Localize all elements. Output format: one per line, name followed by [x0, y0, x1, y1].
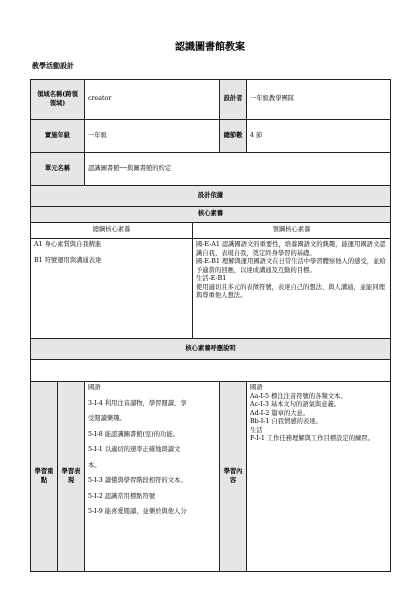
designer-label: 設計者	[220, 80, 247, 120]
performance-item: 本。	[88, 461, 101, 469]
field-item: 使用適切且多元的表徵符號，表達自己的想法、與人溝通，並能同理與尊重他人想法。	[196, 283, 385, 299]
performance-item: 3-I-4 利用注音讀物，學習閱讀，享	[88, 399, 187, 407]
performance-item: 國語	[88, 384, 101, 391]
general-competency-list	[31, 239, 193, 339]
performance-item: 5-I-1 以適切的速率正確地朗讀文	[88, 446, 181, 453]
field-item: 國-E-B1 理解與運用國語文在日常生活中學習體察他人的感受，並給予適當的回應，以達成溝通及互動的目標。	[196, 258, 386, 274]
grade-value: 一年級	[85, 120, 220, 153]
unit-label: 單元名稱	[31, 153, 85, 186]
general-item: B1 符號運用與溝通表達	[34, 256, 102, 264]
content-item: 生活	[250, 426, 263, 434]
design-basis-header: 設計依據	[31, 186, 391, 207]
learning-performance-label: 學習表現	[58, 382, 85, 572]
designer-value: 一年級教學團隊	[247, 80, 391, 120]
domain-label: 領域名稱(跨領領域)	[31, 80, 85, 120]
learning-focus-label: 學習重點	[31, 382, 58, 572]
performance-item: 5-I-9 能喜愛閱讀，並樂於與他人分	[88, 508, 187, 515]
field-competency-list	[193, 239, 391, 339]
content-item: Bb-I-1 自我情感的表達。	[250, 418, 322, 425]
learning-performance-list	[85, 382, 220, 572]
content-item: Ad-I-2 篇章的大意。	[250, 409, 310, 417]
performance-item: 5-I-8 能認識圖書館(室)的功能。	[88, 430, 179, 438]
content-item: Aa-I-5 標注注音符號的各類文本。	[250, 392, 347, 400]
core-competency-header: 核心素養	[31, 207, 391, 223]
unit-value: 認識圖書館──與圖書館的約定	[85, 153, 391, 186]
document-title: 認識圖書館教案	[175, 42, 245, 53]
learning-content-label: 學習內容	[220, 382, 247, 572]
field-item: 生活-E-B1	[196, 275, 227, 282]
general-item: A1 身心素質與自我精進	[34, 241, 102, 248]
performance-item: 5-I-2 認識常用標點符號	[88, 492, 156, 500]
content-item: Ac-I-3 基本文句的語氣與意義。	[250, 401, 341, 408]
sessions-label: 總節數	[220, 120, 247, 153]
performance-item: 5-I-3 讀懂與學習階段相符的文本。	[88, 477, 187, 484]
grade-label: 實施年級	[31, 120, 85, 153]
lesson-plan-table	[30, 79, 391, 572]
content-item: 國語	[250, 384, 263, 391]
field-item: 國-E-A1 認識國語文的重要性，培養國語文的興趣，能運用國語文認識自我、表現自我，奠定終身學習的基礎。	[196, 241, 386, 257]
sessions-value: 4 節	[247, 120, 391, 153]
general-competency-header: 總綱核心素養	[31, 223, 193, 239]
core-explain-header: 核心素養呼應說明	[31, 339, 391, 360]
domain-value: creator	[85, 80, 220, 120]
field-competency-header: 領綱核心素養	[193, 223, 391, 239]
learning-content-list	[247, 382, 391, 572]
content-item: F-I-1 工作任務理解與工作目標設定的練習。	[250, 435, 374, 442]
section-subtitle: 教學活動設計	[32, 61, 74, 70]
performance-item: 受閱讀樂趣。	[88, 415, 126, 422]
core-explain-body	[31, 360, 391, 382]
